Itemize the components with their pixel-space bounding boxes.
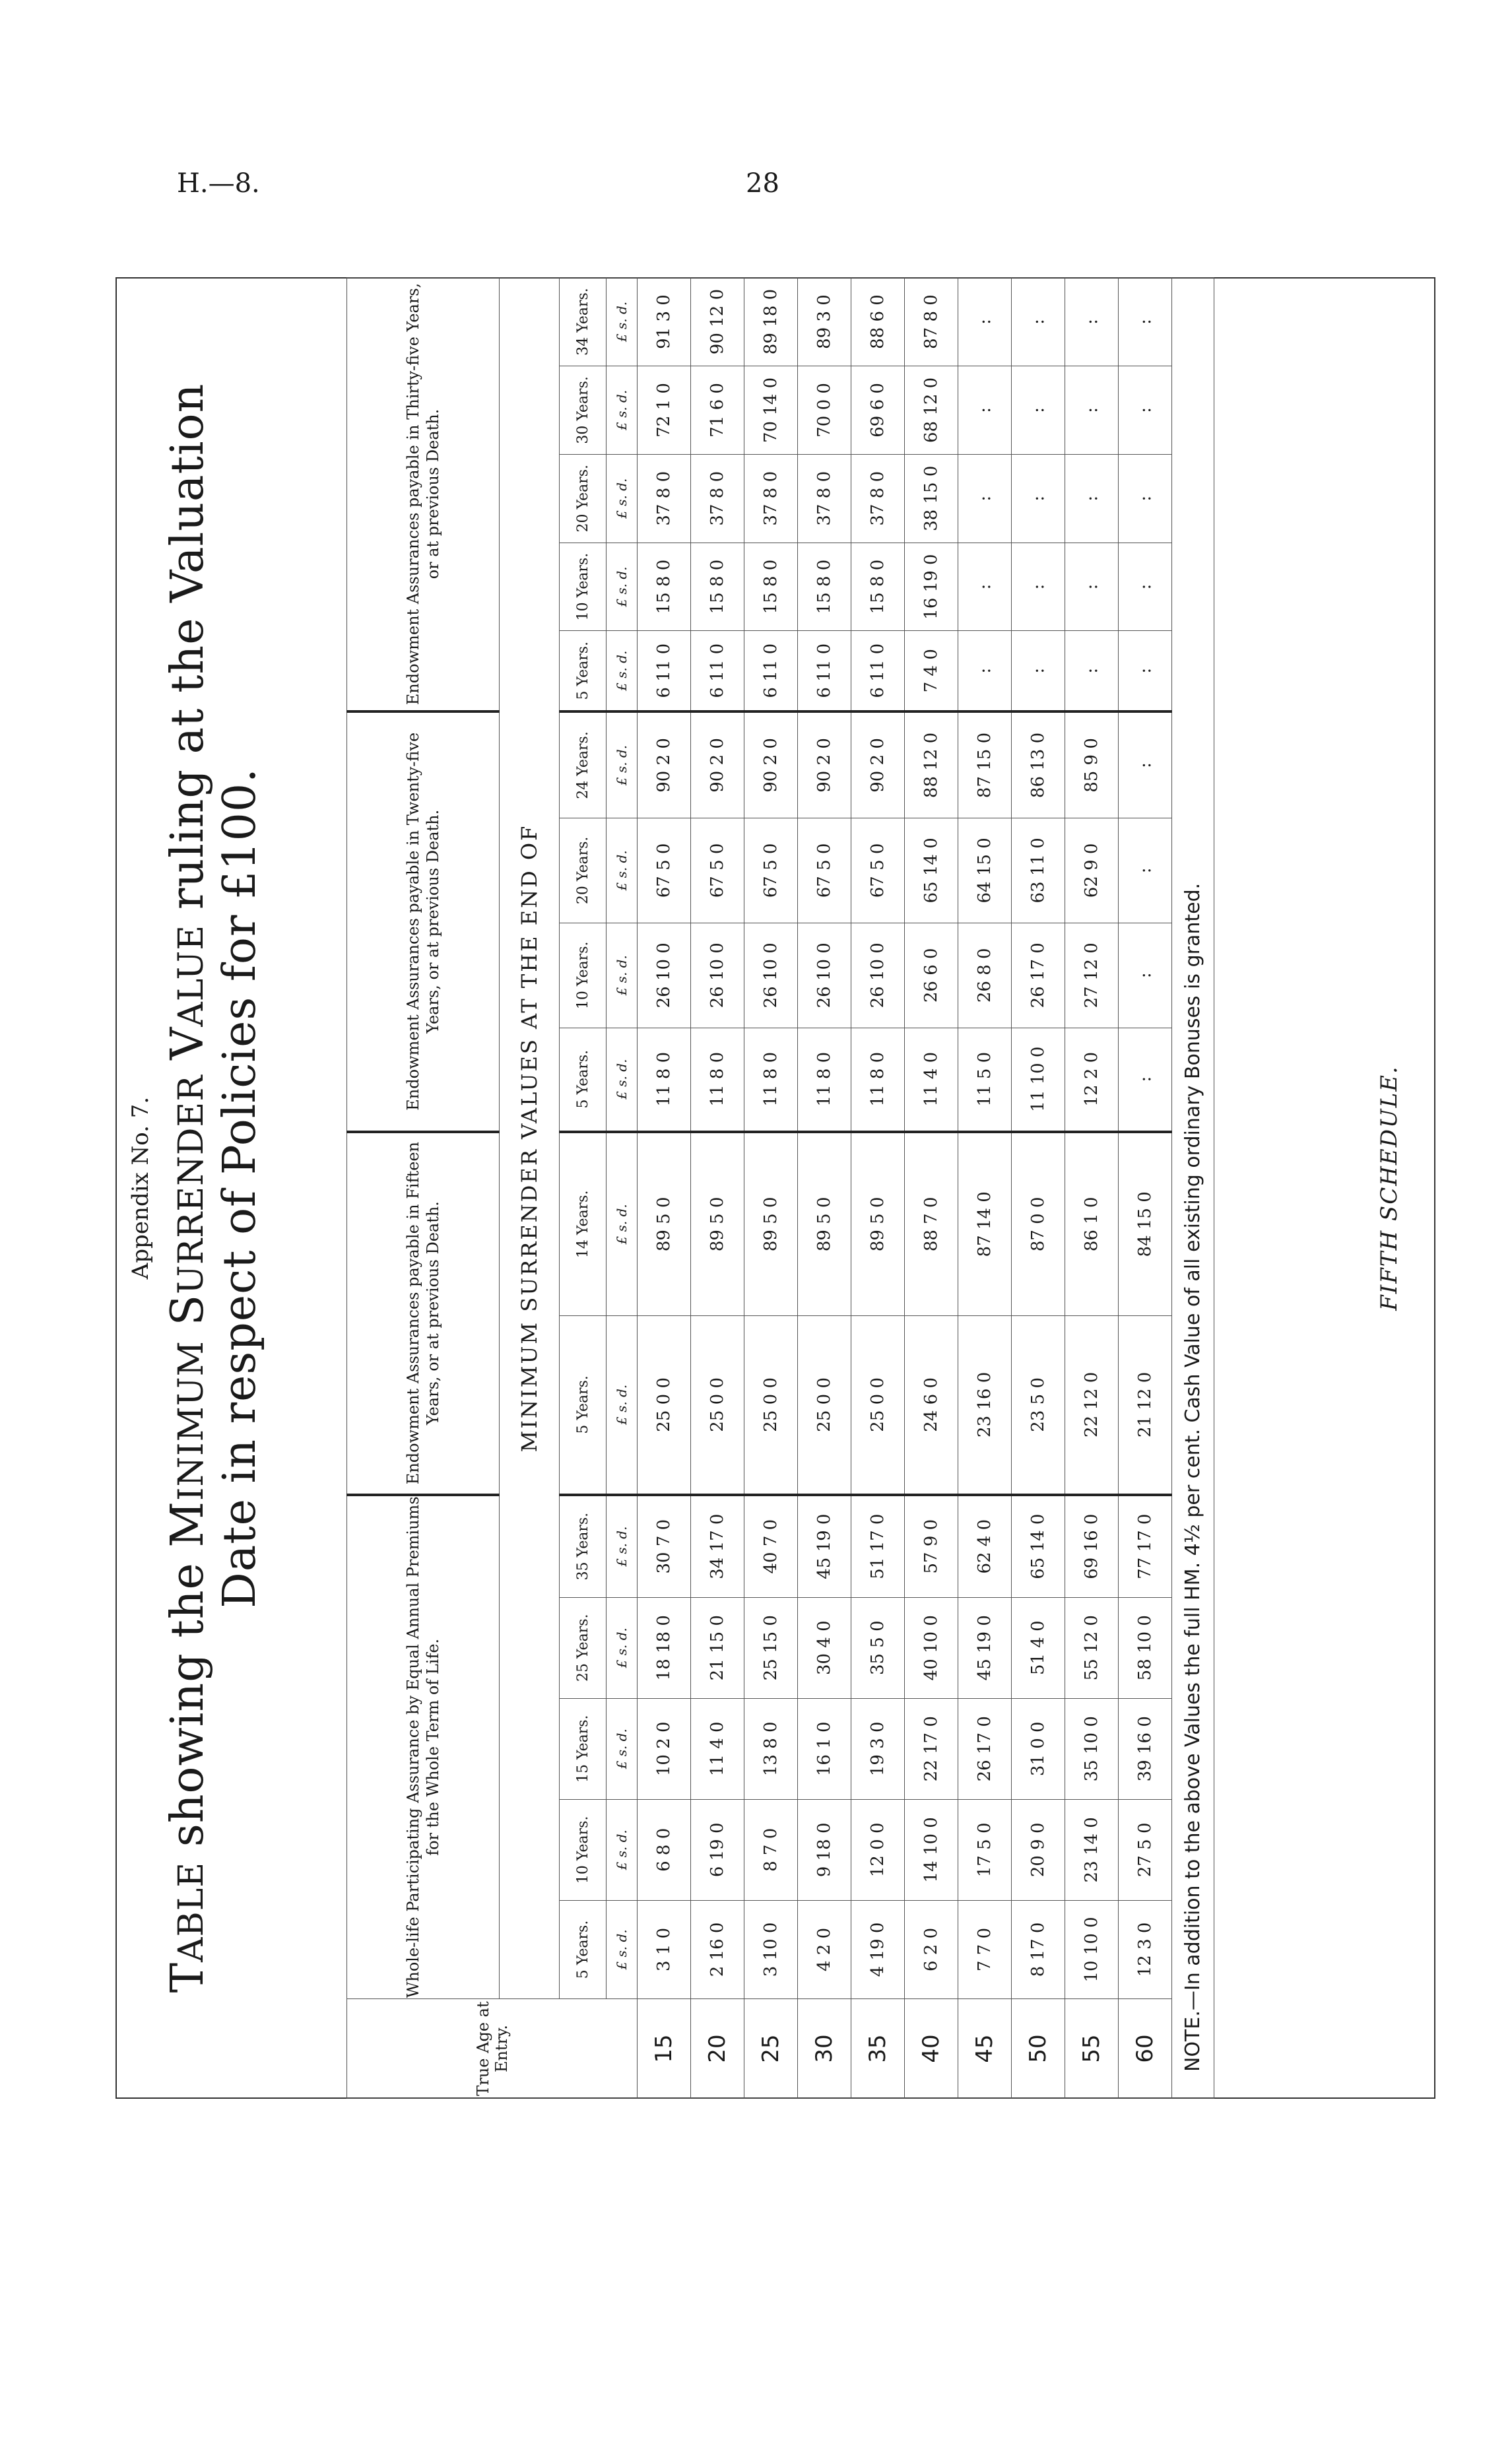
value-cell: 89 5 0 [691, 1132, 744, 1316]
title-part: URRENDER [172, 1074, 211, 1294]
value-cell: 70 0 0 [798, 366, 851, 454]
value-cell: : [1065, 278, 1119, 366]
value-cell: 68 12 0 [905, 366, 958, 454]
title-part: T [162, 1962, 214, 1993]
value-cell: : [1119, 631, 1172, 711]
value-cell: 51 17 0 [851, 1495, 905, 1598]
year-column-header: 10 Years. [560, 923, 607, 1028]
table-row [1012, 278, 1065, 2099]
value-cell: 11 8 0 [638, 1028, 691, 1131]
value-cell: 87 8 0 [905, 278, 958, 366]
title-part: showing the [162, 1547, 214, 1862]
value-cell: 30 4 0 [798, 1597, 851, 1698]
policy-group-header: Endowment Assurances payable in Twenty-five Years, or at previous Death. [347, 711, 500, 1132]
age-cell: 40 [905, 1999, 958, 2099]
units-row [607, 278, 638, 2099]
table-row [958, 278, 1012, 2099]
value-cell: 15 8 0 [798, 543, 851, 631]
value-cell: 31 0 0 [1012, 1698, 1065, 1799]
value-cell: 90 2 0 [798, 711, 851, 818]
value-cell: 26 10 0 [798, 923, 851, 1028]
value-cell: 89 5 0 [638, 1132, 691, 1316]
value-cell: 26 8 0 [958, 923, 1012, 1028]
value-cell: 40 7 0 [744, 1495, 798, 1598]
value-cell: 90 2 0 [744, 711, 798, 818]
value-cell: : [958, 543, 1012, 631]
value-cell: 11 5 0 [958, 1028, 1012, 1131]
schedule-heading: FIFTH SCHEDULE. [1376, 1065, 1402, 1311]
table-row [638, 278, 691, 2099]
currency-unit-label: £ s. d. [607, 711, 638, 818]
age-cell: 60 [1119, 1999, 1172, 2099]
year-column-header: 34 Years. [560, 278, 607, 366]
value-cell: 11 8 0 [798, 1028, 851, 1131]
value-cell: 23 14 0 [1065, 1799, 1119, 1900]
value-cell: 11 8 0 [744, 1028, 798, 1131]
value-cell: 91 3 0 [638, 278, 691, 366]
value-cell: 6 11 0 [638, 631, 691, 711]
value-cell: 7 4 0 [905, 631, 958, 711]
value-cell: 15 8 0 [691, 543, 744, 631]
currency-unit-label: £ s. d. [607, 278, 638, 366]
title-part: INIMUM [172, 1340, 211, 1501]
value-cell: 77 17 0 [1119, 1495, 1172, 1598]
value-cell: 6 11 0 [851, 631, 905, 711]
value-cell: : [958, 278, 1012, 366]
value-cell: 90 12 0 [691, 278, 744, 366]
value-cell: 88 6 0 [851, 278, 905, 366]
value-cell: 45 19 0 [958, 1597, 1012, 1698]
year-column-header: 5 Years. [560, 1316, 607, 1495]
value-cell: 89 5 0 [798, 1132, 851, 1316]
title-block [115, 277, 340, 2099]
currency-unit-label: £ s. d. [607, 366, 638, 454]
value-cell: 86 13 0 [1012, 711, 1065, 818]
value-cell: : [958, 454, 1012, 543]
value-cell: 37 8 0 [744, 454, 798, 543]
age-cell: 15 [638, 1999, 691, 2099]
value-cell: 67 5 0 [798, 818, 851, 923]
note-row [1172, 278, 1214, 2099]
year-column-header: 5 Years. [560, 1028, 607, 1131]
value-cell: 45 19 0 [798, 1495, 851, 1598]
age-at-entry-header: True Age at Entry. [347, 1999, 638, 2099]
value-cell: 65 14 0 [1012, 1495, 1065, 1598]
value-cell: 13 8 0 [744, 1698, 798, 1799]
year-column-header: 5 Years. [560, 631, 607, 711]
value-cell: 39 16 0 [1119, 1698, 1172, 1799]
year-column-header: 10 Years. [560, 1799, 607, 1900]
value-cell: 3 10 0 [744, 1900, 798, 1998]
currency-unit-label: £ s. d. [607, 1597, 638, 1698]
year-column-header: 15 Years. [560, 1698, 607, 1799]
value-cell: 37 8 0 [798, 454, 851, 543]
value-cell: 12 0 0 [851, 1799, 905, 1900]
value-cell: 4 19 0 [851, 1900, 905, 1998]
value-cell: : [1012, 631, 1065, 711]
value-cell: 18 18 0 [638, 1597, 691, 1698]
value-cell: 67 5 0 [691, 818, 744, 923]
value-cell: 21 15 0 [691, 1597, 744, 1698]
value-cell: 15 8 0 [638, 543, 691, 631]
value-cell: 26 10 0 [691, 923, 744, 1028]
value-cell: 6 8 0 [638, 1799, 691, 1900]
rotated-table-panel [115, 277, 1435, 2099]
value-cell: : [1065, 366, 1119, 454]
value-cell: : [1119, 711, 1172, 818]
currency-unit-label: £ s. d. [607, 1799, 638, 1900]
value-cell: 90 2 0 [691, 711, 744, 818]
value-cell: 89 5 0 [744, 1132, 798, 1316]
value-cell: 69 16 0 [1065, 1495, 1119, 1598]
value-cell: 6 2 0 [905, 1900, 958, 1998]
value-cell: : [1119, 818, 1172, 923]
year-column-header: 10 Years. [560, 543, 607, 631]
value-cell: 84 15 0 [1119, 1132, 1172, 1316]
value-cell: 25 15 0 [744, 1597, 798, 1698]
value-cell: 6 11 0 [744, 631, 798, 711]
value-cell: : [1012, 278, 1065, 366]
value-cell: 23 16 0 [958, 1316, 1012, 1495]
currency-unit-label: £ s. d. [607, 1900, 638, 1998]
value-cell: 6 19 0 [691, 1799, 744, 1900]
years-row [560, 278, 607, 2099]
value-cell: 55 12 0 [1065, 1597, 1119, 1698]
year-column-header: 24 Years. [560, 711, 607, 818]
value-cell: 20 9 0 [1012, 1799, 1065, 1900]
value-cell: 71 6 0 [691, 366, 744, 454]
value-cell: 88 7 0 [905, 1132, 958, 1316]
title-line-2: Date in respect of Policies for £100. [214, 768, 266, 1608]
value-cell: 87 0 0 [1012, 1132, 1065, 1316]
value-cell: 22 12 0 [1065, 1316, 1119, 1495]
value-cell: 26 10 0 [851, 923, 905, 1028]
title-part: V [162, 1026, 214, 1075]
value-cell: 10 10 0 [1065, 1900, 1119, 1998]
value-cell: 25 0 0 [638, 1316, 691, 1495]
title-part: ABLE [172, 1861, 211, 1963]
footnote: NOTE.—In addition to the above Values the full HM. 4½ per cent. Cash Value of all existing ordinary Bonuses is granted. [1172, 278, 1214, 2099]
value-cell: : [1119, 454, 1172, 543]
title-part: ALUE [172, 924, 211, 1027]
value-cell: 89 18 0 [744, 278, 798, 366]
value-cell: 62 9 0 [1065, 818, 1119, 923]
table-row [691, 278, 744, 2099]
currency-unit-label: £ s. d. [607, 543, 638, 631]
value-cell: 8 7 0 [744, 1799, 798, 1900]
year-column-header: 35 Years. [560, 1495, 607, 1598]
value-cell: 90 2 0 [638, 711, 691, 818]
value-cell: : [1065, 454, 1119, 543]
age-cell: 30 [798, 1999, 851, 2099]
currency-unit-label: £ s. d. [607, 454, 638, 543]
value-cell: 11 8 0 [851, 1028, 905, 1131]
currency-unit-label: £ s. d. [607, 1132, 638, 1316]
value-cell: 58 10 0 [1119, 1597, 1172, 1698]
value-cell: 51 4 0 [1012, 1597, 1065, 1698]
year-column-header: 14 Years. [560, 1132, 607, 1316]
value-cell: : [1119, 543, 1172, 631]
policy-group-header: Whole-life Participating Assurance by Equal Annual Premiums for the Whole Term of Life. [347, 1495, 500, 1999]
value-cell: 8 17 0 [1012, 1900, 1065, 1998]
value-cell: 26 10 0 [638, 923, 691, 1028]
value-cell: 87 14 0 [958, 1132, 1012, 1316]
value-cell: 23 5 0 [1012, 1316, 1065, 1495]
title-line-1 [162, 277, 214, 2099]
year-column-header: 20 Years. [560, 818, 607, 923]
value-cell: 11 8 0 [691, 1028, 744, 1131]
value-cell: 3 1 0 [638, 1900, 691, 1998]
value-cell: 26 10 0 [744, 923, 798, 1028]
value-cell: 62 4 0 [958, 1495, 1012, 1598]
value-cell: : [1065, 543, 1119, 631]
value-cell: 11 4 0 [905, 1028, 958, 1131]
currency-unit-label: £ s. d. [607, 1028, 638, 1131]
value-cell: 57 9 0 [905, 1495, 958, 1598]
value-cell: 25 0 0 [744, 1316, 798, 1495]
table-row [744, 278, 798, 2099]
value-cell: 67 5 0 [851, 818, 905, 923]
value-cell: : [1065, 631, 1119, 711]
table-row [905, 278, 958, 2099]
age-cell: 45 [958, 1999, 1012, 2099]
document-reference: H.—8. [177, 168, 260, 199]
value-cell: 11 4 0 [691, 1698, 744, 1799]
value-cell: : [1012, 366, 1065, 454]
surrender-value-table [346, 277, 1214, 2099]
value-cell: : [1119, 278, 1172, 366]
value-cell: 70 14 0 [744, 366, 798, 454]
value-cell: 26 17 0 [1012, 923, 1065, 1028]
value-cell: : [1119, 923, 1172, 1028]
value-cell: 64 15 0 [958, 818, 1012, 923]
value-cell: 6 11 0 [691, 631, 744, 711]
value-cell: 63 11 0 [1012, 818, 1065, 923]
age-cell: 55 [1065, 1999, 1119, 2099]
value-cell: 25 0 0 [798, 1316, 851, 1495]
value-cell: 88 12 0 [905, 711, 958, 818]
currency-unit-label: £ s. d. [607, 1495, 638, 1598]
value-cell: 37 8 0 [638, 454, 691, 543]
value-cell: 7 7 0 [958, 1900, 1012, 1998]
value-cell: 2 16 0 [691, 1900, 744, 1998]
value-cell: 37 8 0 [851, 454, 905, 543]
year-column-header: 5 Years. [560, 1900, 607, 1998]
value-cell: 69 6 0 [851, 366, 905, 454]
value-cell: 86 1 0 [1065, 1132, 1119, 1316]
currency-unit-label: £ s. d. [607, 631, 638, 711]
value-cell: 26 17 0 [958, 1698, 1012, 1799]
value-cell: 37 8 0 [691, 454, 744, 543]
policy-group-header: Endowment Assurances payable in Thirty-five Years, or at previous Death. [347, 278, 500, 711]
minimum-values-heading: MINIMUM SURRENDER VALUES AT THE END OF [500, 278, 560, 1999]
policy-group-header: Endowment Assurances payable in Fifteen Years, or at previous Death. [347, 1132, 500, 1495]
title-part: S [162, 1294, 214, 1341]
year-column-header: 25 Years. [560, 1597, 607, 1698]
table-row [851, 278, 905, 2099]
currency-unit-label: £ s. d. [607, 1316, 638, 1495]
value-cell: 27 12 0 [1065, 923, 1119, 1028]
value-cell: 14 10 0 [905, 1799, 958, 1900]
value-cell: 11 10 0 [1012, 1028, 1065, 1131]
value-cell: 15 8 0 [851, 543, 905, 631]
value-cell: 38 15 0 [905, 454, 958, 543]
value-cell: 90 2 0 [851, 711, 905, 818]
year-column-header: 30 Years. [560, 366, 607, 454]
currency-unit-label: £ s. d. [607, 1698, 638, 1799]
appendix-label: Appendix No. 7. [127, 1096, 154, 1280]
value-cell: 40 10 0 [905, 1597, 958, 1698]
value-cell: 22 17 0 [905, 1698, 958, 1799]
value-cell: 89 5 0 [851, 1132, 905, 1316]
value-cell: 19 3 0 [851, 1698, 905, 1799]
title-part: ruling at the Valuation [162, 383, 214, 925]
value-cell: 30 7 0 [638, 1495, 691, 1598]
value-cell: 16 1 0 [798, 1698, 851, 1799]
value-cell: 25 0 0 [691, 1316, 744, 1495]
value-cell: 15 8 0 [744, 543, 798, 631]
minimum-values-row [500, 278, 560, 2099]
age-cell: 50 [1012, 1999, 1065, 2099]
page-number: 28 [746, 168, 779, 199]
value-cell: 9 18 0 [798, 1799, 851, 1900]
value-cell: : [958, 631, 1012, 711]
age-cell: 25 [744, 1999, 798, 2099]
value-cell: 72 1 0 [638, 366, 691, 454]
year-column-header: 20 Years. [560, 454, 607, 543]
value-cell: 6 11 0 [798, 631, 851, 711]
value-cell: 27 5 0 [1119, 1799, 1172, 1900]
title-part: M [162, 1501, 214, 1548]
value-cell: 24 6 0 [905, 1316, 958, 1495]
currency-unit-label: £ s. d. [607, 923, 638, 1028]
value-cell: : [1012, 543, 1065, 631]
value-cell: : [1119, 366, 1172, 454]
value-cell: : [1012, 454, 1065, 543]
value-cell: 10 2 0 [638, 1698, 691, 1799]
value-cell: 85 9 0 [1065, 711, 1119, 818]
table-row [1065, 278, 1119, 2099]
value-cell: 35 5 0 [851, 1597, 905, 1698]
value-cell: 67 5 0 [638, 818, 691, 923]
value-cell: 4 2 0 [798, 1900, 851, 1998]
value-cell: 87 15 0 [958, 711, 1012, 818]
currency-unit-label: £ s. d. [607, 818, 638, 923]
value-cell: : [1119, 1028, 1172, 1131]
value-cell: 21 12 0 [1119, 1316, 1172, 1495]
value-cell: 67 5 0 [744, 818, 798, 923]
value-cell: 26 6 0 [905, 923, 958, 1028]
value-cell: 34 17 0 [691, 1495, 744, 1598]
value-cell: 12 3 0 [1119, 1900, 1172, 1998]
table-row [798, 278, 851, 2099]
group-header-row [347, 278, 500, 2099]
table-row [1119, 278, 1172, 2099]
age-cell: 35 [851, 1999, 905, 2099]
age-cell: 20 [691, 1999, 744, 2099]
value-cell: 35 10 0 [1065, 1698, 1119, 1799]
value-cell: 12 2 0 [1065, 1028, 1119, 1131]
value-cell: : [958, 366, 1012, 454]
value-cell: 17 5 0 [958, 1799, 1012, 1900]
value-cell: 89 3 0 [798, 278, 851, 366]
value-cell: 25 0 0 [851, 1316, 905, 1495]
value-cell: 65 14 0 [905, 818, 958, 923]
value-cell: 16 19 0 [905, 543, 958, 631]
